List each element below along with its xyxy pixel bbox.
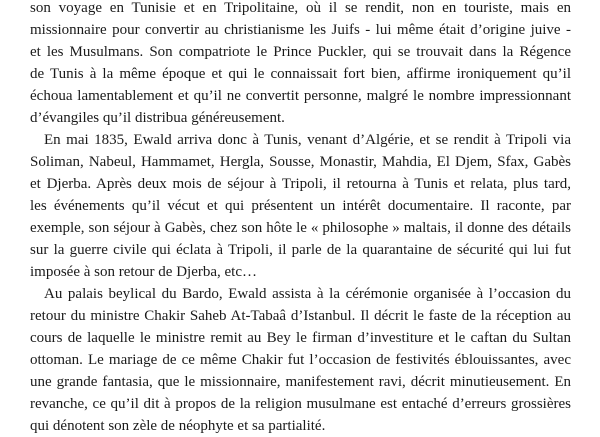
text-line: En mai 1835, Ewald arriva donc à Tunis, venant d’Algérie, et se rendit à Tripoli via — [44, 132, 571, 148]
paragraph-2 — [30, 129, 571, 283]
text-line: Soliman, Nabeul, Hammamet, Hergla, Sousse, Monastir, Mahdia, El Djem, Sfax, Gabès — [30, 154, 571, 170]
text-line: d’évangiles qu’il distribua généreusement. — [30, 110, 285, 126]
text-line: de Tunis à la même époque et qui le connaissait fort bien, affirme ironiquement qu’il — [30, 66, 571, 82]
text-column — [30, 0, 571, 437]
paragraph-3 — [30, 283, 571, 437]
text-line: cours de laquelle le ministre remit au Bey le firman d’investiture et le caftan du Sultan — [30, 330, 571, 346]
text-line: et Djerba. Après deux mois de séjour à Tripoli, il retourna à Tunis et relata, plus tard, — [30, 176, 571, 192]
text-line: revanche, ce qu’il dit à propos de la religion musulmane est entaché d’erreurs grossières — [30, 396, 571, 412]
text-line: son voyage en Tunisie et en Tripolitaine, où il se rendit, non en touriste, mais en — [30, 0, 571, 16]
text-line: retour du ministre Chakir Saheb At-Tabaâ d’Istanbul. Il décrit le faste de la réception au — [30, 308, 571, 324]
text-line: échoua lamentablement et qu’il ne convertit personne, malgré le nombre impressionnant — [30, 88, 571, 104]
text-line: imposée à son retour de Djerba, etc… — [30, 264, 257, 280]
text-line: Au palais beylical du Bardo, Ewald assista à la cérémonie organisée à l’occasion du — [44, 286, 571, 302]
text-line: sur la guerre civile qui éclata à Tripoli, il parle de la quarantaine de sécurité qui lui fut — [30, 242, 571, 258]
text-line: missionnaire pour convertir au christianisme les Juifs - lui même était d’origine juive - — [30, 22, 571, 38]
text-line: les événements qu’il vécut et qui présentent un intérêt documentaire. Il raconte, par — [30, 198, 571, 214]
text-line: qui dénotent son zèle de néophyte et sa partialité. — [30, 418, 326, 434]
text-line: exemple, son séjour à Gabès, chez son hôte le « philosophe » maltais, il donne des détails — [30, 220, 571, 236]
text-line: et les Musulmans. Son compatriote le Prince Puckler, qui se trouvait dans la Régence — [30, 44, 571, 60]
paragraph-1 — [30, 0, 571, 129]
text-line: une grande fantasia, que le missionnaire, manifestement ravi, décrit minutieusement. En — [30, 374, 571, 390]
text-line: ottoman. Le mariage de ce même Chakir fut l’occasion de festivités éblouissantes, avec — [30, 352, 571, 368]
